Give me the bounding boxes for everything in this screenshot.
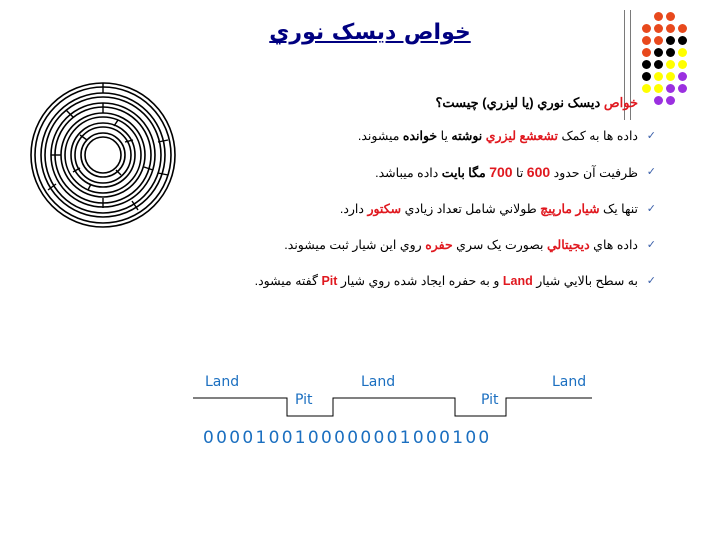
diagram-label-land: Land (552, 374, 587, 390)
bullet-bold: مگا بايت (441, 166, 490, 180)
bullet-highlight: سکتور (367, 202, 402, 216)
bullet-text: گفته ميشود. (254, 274, 322, 288)
bullet-highlight: ديجيتالي (547, 238, 590, 252)
bullet-number: 600 (526, 164, 551, 180)
bullet-text: تا (512, 166, 527, 180)
bullet-text: طولاني شامل تعداد زيادي (401, 202, 541, 216)
checkmark-icon: ✓ (646, 203, 656, 215)
bullet-number: 700 (489, 164, 513, 180)
bullet-text: داده ميباشد. (375, 166, 442, 180)
diagram-label-land: Land (205, 374, 240, 390)
checkmark-icon: ✓ (646, 130, 656, 142)
diagram-label-pit: Pit (295, 392, 313, 408)
bullet-text: ميشوند. (357, 129, 403, 143)
binary-sequence: 0000100100000001000100 (203, 428, 492, 448)
checkmark-icon: ✓ (646, 275, 656, 287)
bullet-text: داده ها به کمک (558, 129, 638, 143)
bullet-text: روي اين شيار ثبت ميشوند. (284, 238, 426, 252)
bullet-text: ظرفيت آن حدود (550, 166, 638, 180)
page-title: خواص ديسک نوري (269, 20, 471, 45)
bullet-highlight: شيار مارپيچ (540, 202, 600, 216)
bullet-highlight: تشعشع ليزري (485, 129, 558, 143)
bullet-text: بصورت يک سري (452, 238, 547, 252)
track-profile-line (193, 398, 592, 416)
heading-text: ديسک نوري (يا ليزري) چيست؟ (435, 95, 604, 110)
bullet-text: و به حفره ايجاد شده روي شيار (337, 274, 503, 288)
bullet-highlight: Land (502, 274, 533, 288)
bullet-text: داده هاي (589, 238, 638, 252)
bullet-text: به سطح بالايي شيار (532, 274, 638, 288)
checkmark-icon: ✓ (646, 166, 656, 178)
bullet-highlight: حفره (425, 238, 453, 252)
heading-accent: خواص (603, 95, 638, 110)
bullet-bold: نوشته (451, 129, 486, 143)
bullet-text: دارد. (339, 202, 368, 216)
checkmark-icon: ✓ (646, 239, 656, 251)
diagram-label-land: Land (361, 374, 396, 390)
diagram-label-pit: Pit (481, 392, 499, 408)
bullet-text: تنها يک (599, 202, 638, 216)
bullet-highlight: Pit (321, 274, 338, 288)
bullet-bold: خوانده (402, 129, 438, 143)
bullet-text: يا (437, 129, 452, 143)
